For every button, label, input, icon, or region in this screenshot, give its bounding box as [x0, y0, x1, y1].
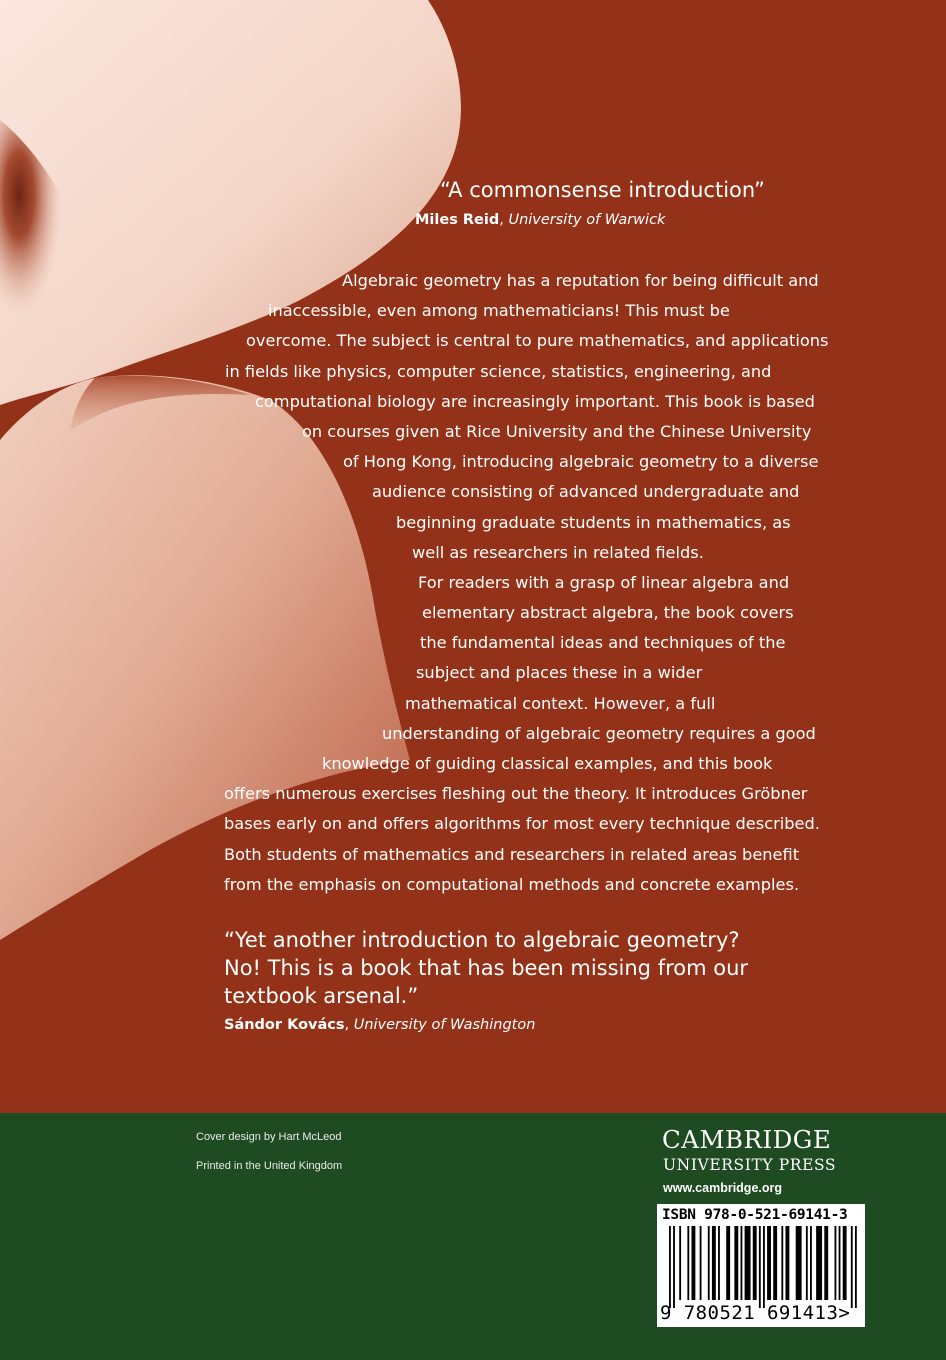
blurb-line: of Hong Kong, introducing algebraic geometry to a diverse	[343, 452, 819, 472]
barcode-bar	[745, 1226, 751, 1300]
quote-top-attribution: Miles Reid, University of Warwick	[415, 212, 666, 228]
barcode-bar	[835, 1226, 837, 1300]
barcode-bar	[691, 1226, 695, 1300]
barcode-bar	[796, 1226, 802, 1300]
blurb-line: understanding of algebraic geometry requires a good	[382, 723, 816, 743]
barcode-bar	[785, 1226, 789, 1300]
barcode-bar	[687, 1226, 689, 1300]
blurb-line: subject and places these in a wider	[416, 663, 703, 683]
barcode-bar	[824, 1226, 828, 1300]
barcode-bar	[773, 1226, 777, 1300]
blurb-line: For readers with a grasp of linear algebra and	[418, 572, 790, 592]
blurb-line: mathematical context. However, a full	[405, 693, 716, 713]
quote-bottom-author: Sándor Kovács	[224, 1017, 345, 1033]
quote-bottom-line: No! This is a book that has been missing from our	[224, 956, 749, 980]
isbn-label: ISBN 978-0-521-69141-3	[662, 1207, 848, 1223]
barcode-bar	[763, 1226, 765, 1308]
quote-bottom-line: “Yet another introduction to algebraic geometry?	[224, 928, 740, 952]
barcode-bar	[767, 1226, 771, 1300]
quote-bottom-line: textbook arsenal.”	[224, 984, 419, 1008]
barcode-bar	[708, 1226, 710, 1300]
barcode-bar	[679, 1226, 681, 1300]
blurb-line: well as researchers in related fields.	[412, 542, 704, 562]
blurb-line: beginning graduate students in mathematics, as	[396, 512, 791, 532]
blurb-line: the fundamental ideas and techniques of the	[420, 633, 786, 653]
blurb-line: audience consisting of advanced undergraduate and	[372, 482, 800, 502]
barcode-bar	[673, 1226, 675, 1308]
barcode-bar	[851, 1226, 853, 1308]
quote-top-affiliation: University of Warwick	[508, 212, 666, 228]
barcode-bar	[759, 1226, 761, 1308]
quote-top-text: “A commonsense introduction”	[440, 178, 765, 202]
printed-in-note: Printed in the United Kingdom	[196, 1160, 343, 1172]
publisher-press: UNIVERSITY PRESS	[663, 1156, 837, 1174]
blurb-line: inaccessible, even among mathematicians! This must be	[268, 301, 730, 321]
barcode-bar	[726, 1226, 730, 1300]
barcode-bar	[806, 1226, 808, 1300]
barcode-bar	[741, 1226, 743, 1300]
quote-bottom-affiliation: University of Washington	[353, 1017, 536, 1033]
blurb-text	[150, 266, 850, 900]
barcode-bar	[718, 1226, 720, 1300]
barcode-end-mark: >	[838, 1302, 851, 1324]
isbn-barcode	[657, 1204, 865, 1327]
cover-design-credit: Cover design by Hart McLeod	[196, 1131, 342, 1143]
barcode-bar	[810, 1226, 812, 1300]
blurb-line: Both students of mathematics and researchers in related areas benefit	[224, 844, 800, 864]
blurb-line: in fields like physics, computer science, statistics, engineering, and	[225, 361, 772, 381]
quote-top-author: Miles Reid	[415, 212, 500, 228]
blurb-line: on courses given at Rice University and the Chinese University	[302, 421, 812, 441]
barcode-bar	[669, 1226, 671, 1308]
blurb-line: from the emphasis on computational methods and concrete examples.	[224, 874, 800, 894]
blurb-line: knowledge of guiding classical examples, and this book	[322, 754, 773, 773]
publisher-name: CAMBRIDGE	[662, 1125, 832, 1154]
blurb-line: computational biology are increasingly important. This book is based	[255, 391, 815, 411]
barcode-bar	[700, 1226, 702, 1300]
barcode-bar	[855, 1226, 857, 1308]
blurb-line: offers numerous exercises fleshing out the theory. It introduces Gröbner	[224, 784, 808, 804]
blurb-line: elementary abstract algebra, the book covers	[422, 603, 794, 623]
barcode-bar	[734, 1226, 738, 1300]
publisher-website: www.cambridge.org	[663, 1181, 783, 1195]
barcode-bar	[781, 1226, 783, 1300]
blurb-line: Algebraic geometry has a reputation for being difficult and	[342, 271, 819, 290]
barcode-bar	[712, 1226, 716, 1300]
barcode-bar	[839, 1226, 841, 1300]
barcode-bar	[816, 1226, 822, 1300]
barcode-digits: 9 780521 691413>	[660, 1302, 851, 1324]
blurb-line: overcome. The subject is central to pure mathematics, and applications	[246, 331, 829, 351]
quote-bottom-attribution: Sándor Kovács, University of Washington	[224, 1017, 536, 1033]
blurb-line: bases early on and offers algorithms for most every technique described.	[224, 814, 820, 834]
barcode-bar	[843, 1226, 847, 1300]
barcode-bar	[753, 1226, 757, 1300]
